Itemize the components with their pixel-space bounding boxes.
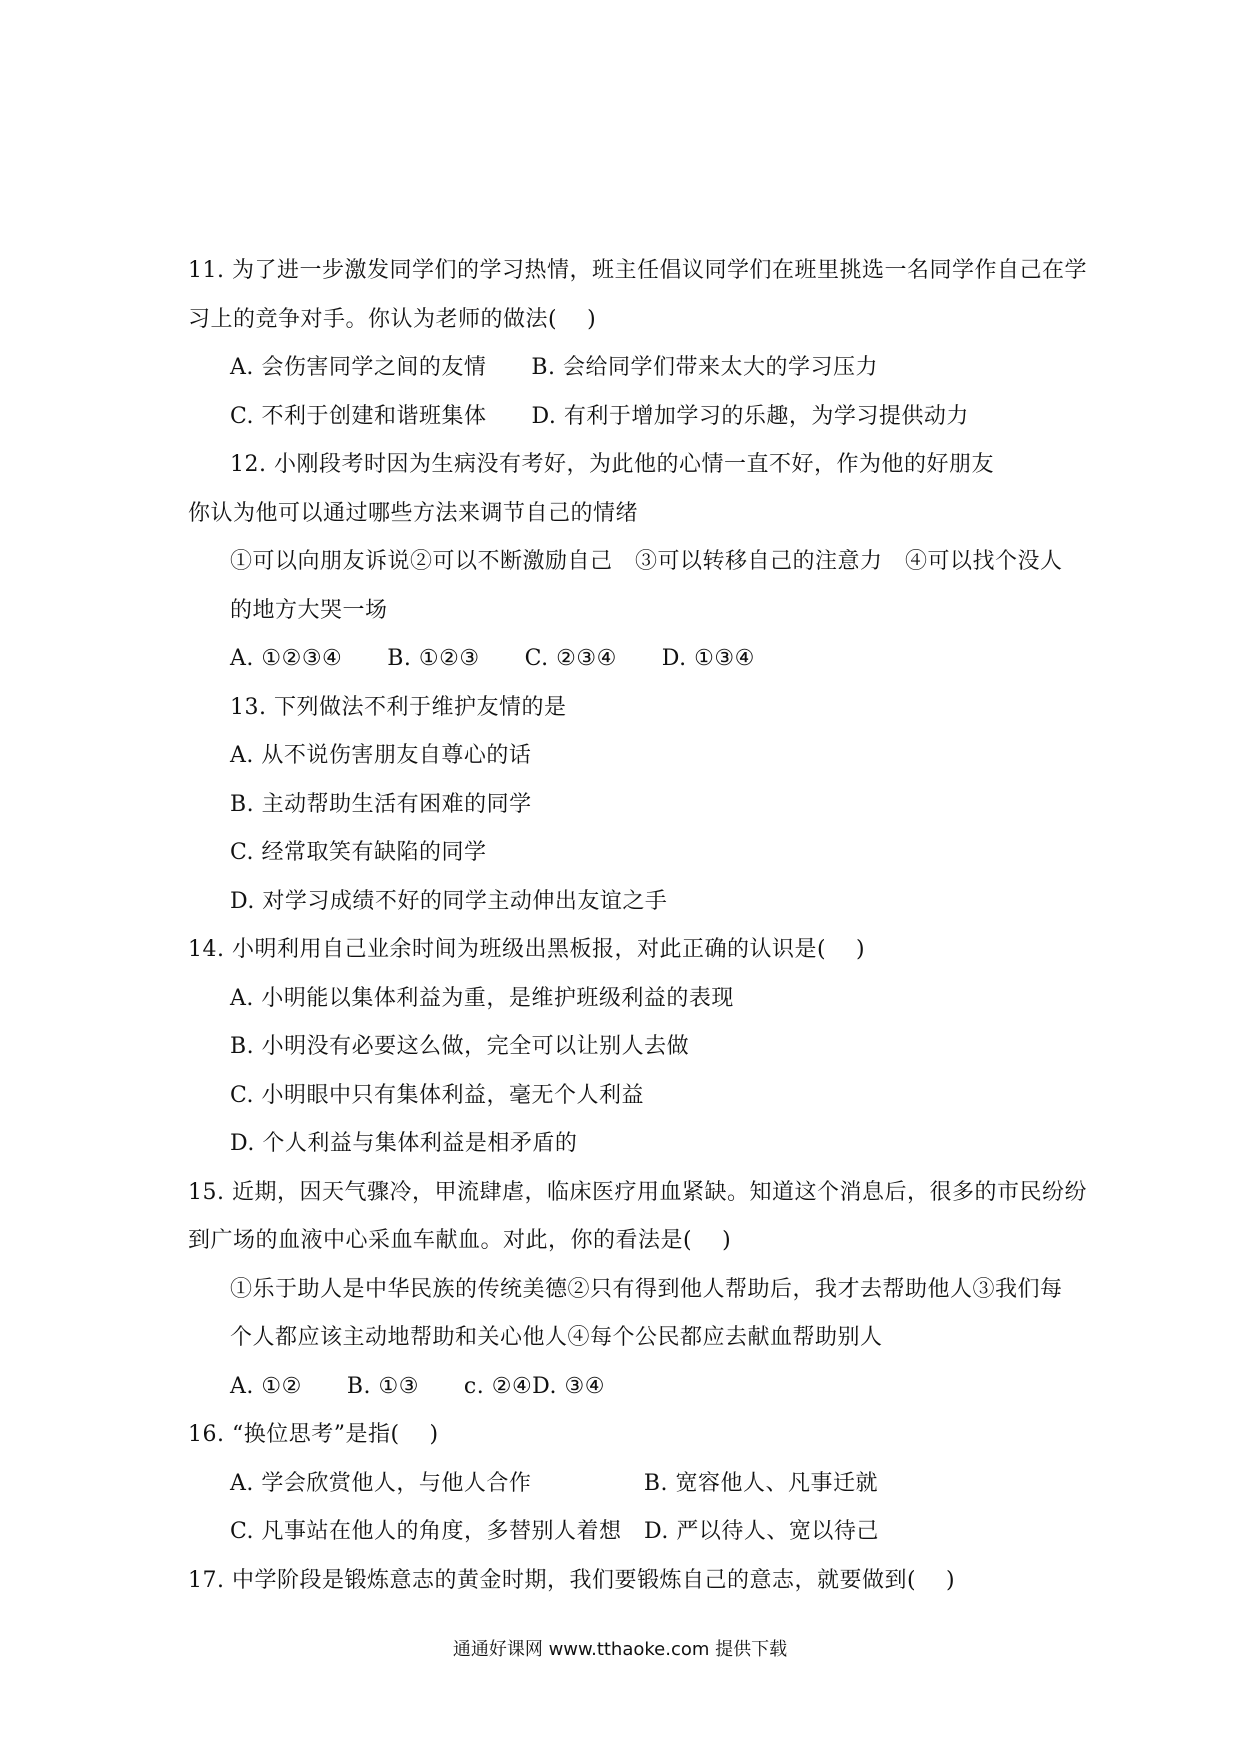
q16-options-cd: C. 凡事站在他人的角度，多替别人着想 D. 严以待人、宽以待己 (230, 1519, 879, 1544)
q13-option-c: C. 经常取笑有缺陷的同学 (230, 840, 487, 865)
q13-option-d: D. 对学习成绩不好的同学主动伸出友谊之手 (230, 889, 668, 914)
q12-line1: 12. 小刚段考时因为生病没有考好，为此他的心情一直不好，作为他的好朋友 (230, 452, 994, 477)
q13-stem: 13. 下列做法不利于维护友情的是 (230, 695, 567, 720)
q17-stem: 17. 中学阶段是锻炼意志的黄金时期，我们要锻炼自己的意志，就要做到( ) (188, 1568, 956, 1593)
q11-line2: 习上的竞争对手。你认为老师的做法( ) (188, 307, 597, 332)
q13-option-a: A. 从不说伤害朋友自尊心的话 (230, 743, 532, 768)
q15-items1: ①乐于助人是中华民族的传统美德②只有得到他人帮助后，我才去帮助他人③我们每 (230, 1277, 1063, 1302)
q16-stem: 16. “换位思考”是指( ) (188, 1422, 439, 1447)
q14-stem: 14. 小明利用自己业余时间为班级出黑板报，对此正确的认识是( ) (188, 937, 866, 962)
q11-options-ab: A. 会伤害同学之间的友情 B. 会给同学们带来太大的学习压力 (230, 355, 879, 380)
page-footer: 通通好课网 www.tthaoke.com 提供下载 (452, 1639, 788, 1660)
q12-options: A. ①②③④ B. ①②③ C. ②③④ D. ①③④ (230, 646, 755, 671)
q14-option-b: B. 小明没有必要这么做，完全可以让别人去做 (230, 1034, 690, 1059)
q15-options: A. ①② B. ①③ c. ②④D. ③④ (230, 1374, 605, 1399)
q15-items2: 个人都应该主动地帮助和关心他人④每个公民都应去献血帮助别人 (230, 1325, 883, 1350)
q16-options-ab: A. 学会欣赏他人，与他人合作 B. 宽容他人、凡事迁就 (230, 1471, 879, 1496)
q15-line2: 到广场的血液中心采血车献血。对此，你的看法是( ) (188, 1228, 732, 1253)
q15-line1: 15. 近期，因天气骤冷，甲流肆虐，临床医疗用血紧缺。知道这个消息后，很多的市民纷纷 (188, 1180, 1087, 1205)
q13-option-b: B. 主动帮助生活有困难的同学 (230, 792, 532, 817)
q12-items1: ①可以向朋友诉说②可以不断激励自己 ③可以转移自己的注意力 ④可以找个没人 (230, 549, 1063, 574)
q14-option-a: A. 小明能以集体利益为重，是维护班级利益的表现 (230, 986, 734, 1011)
q11-options-cd: C. 不利于创建和谐班集体 D. 有利于增加学习的乐趣，为学习提供动力 (230, 404, 969, 429)
q11-line1: 11. 为了进一步激发同学们的学习热情，班主任倡议同学们在班里挑选一名同学作自己在学 (188, 258, 1087, 283)
q14-option-d: D. 个人利益与集体利益是相矛盾的 (230, 1131, 578, 1156)
q12-line2: 你认为他可以通过哪些方法来调节自己的情绪 (188, 501, 639, 526)
q14-option-c: C. 小明眼中只有集体利益，毫无个人利益 (230, 1083, 645, 1108)
q12-items2: 的地方大哭一场 (230, 598, 388, 623)
